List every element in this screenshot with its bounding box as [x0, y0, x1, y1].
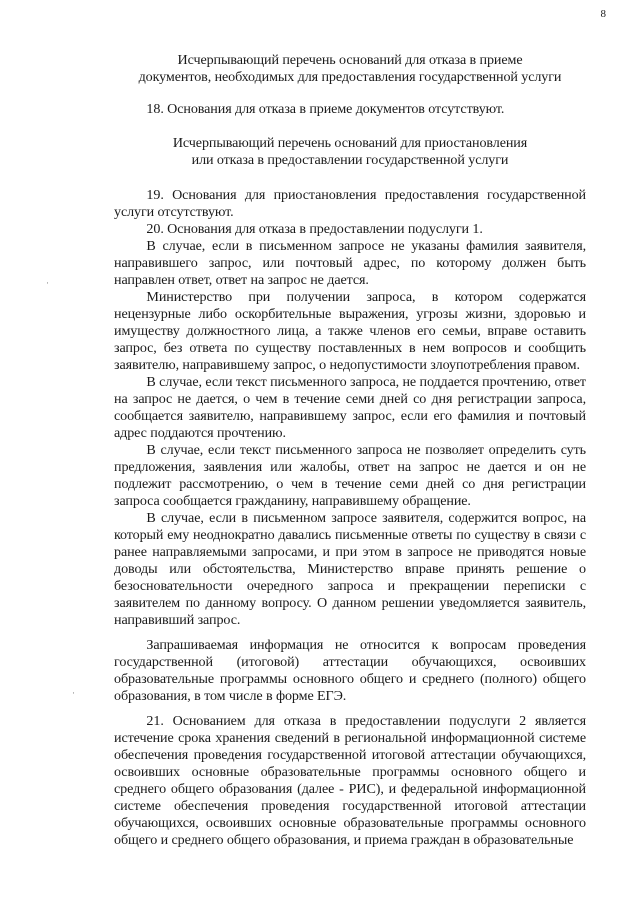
paragraph-missing-name-address: В случае, если в письменном запросе не указаны фамилия заявителя, направившего запрос, или почтовый адрес, по которому должен быть направлен ответ, ответ на запрос не дается. [114, 238, 586, 288]
section-heading-suspension-or-refusal [114, 135, 586, 169]
paragraph-19: 19. Основания для приостановления предоставления государственной услуги отсутствуют. [114, 187, 586, 220]
paragraph-out-of-scope: Запрашиваемая информация не относится к вопросам проведения государственной (итоговой) аттестации обучающихся, освоивших образовательные программы основного общего и среднего (полного) общего образования, в том числе в форме ЕГЭ. [114, 637, 586, 704]
page-number: 8 [600, 8, 606, 20]
scan-speck-mark: · [46, 278, 49, 288]
paragraph-repeated-request: В случае, если в письменном запросе заявителя, содержится вопрос, на который ему неоднократно давались письменные ответы по существу в связи с ранее направляемыми запросами, и при этом в запросе не приводятся новые доводы или обстоятельства, Министерство вправе принять решение о безосновательности очередного запроса и прекращении переписки с заявителем по данному вопросу. О данном решении уведомляется заявитель, направивший запрос. [114, 510, 586, 628]
heading-line: Исчерпывающий перечень оснований для приостановления [172, 135, 528, 151]
heading-line: документов, необходимых для предоставления государственной услуги [138, 69, 562, 85]
heading-line: или отказа в предоставлении государственной услуги [191, 152, 509, 168]
paragraph-offensive-language: Министерство при получении запроса, в котором содержатся нецензурные либо оскорбительные выражения, угрозы жизни, здоровью и имуществу должностного лица, а также членов его семьи, вправе оставить запрос, без ответа по существу поставленных в нем вопросов и сообщить заявителю, направившему запрос, о недопустимости злоупотребления правом. [114, 289, 586, 373]
section-heading-rejection-of-documents [114, 52, 586, 86]
paragraph-unreadable-text: В случае, если текст письменного запроса, не поддается прочтению, ответ на запрос не дается, о чем в течение семи дней со дня регистрации запроса, сообщается заявителю, направившему запрос, если его фамилия и почтовый адрес поддаются прочтению. [114, 374, 586, 441]
paragraph-21: 21. Основанием для отказа в предоставлении подуслуги 2 является истечение срока хранения сведений в региональной информационной системе обеспечения проведения государственной итоговой аттестации обучающихся, освоивших основные образовательные программы основного общего и среднего общего образования (далее - РИС), и федеральной информационной системе обеспечения проведения государственной итоговой аттестации обучающихся, освоивших основные образовательные программы основного общего и среднего общего образования, и приема граждан в образовательные [114, 713, 586, 848]
paragraph-20: 20. Основания для отказа в предоставлении подуслуги 1. [146, 221, 483, 237]
paragraph-18: 18. Основания для отказа в приеме документов отсутствуют. [146, 101, 505, 117]
heading-line: Исчерпывающий перечень оснований для отказа в приеме [177, 52, 523, 68]
scan-speck-mark: · [72, 688, 75, 698]
document-body [114, 52, 586, 849]
paragraph-undefined-essence: В случае, если текст письменного запроса не позволяет определить суть предложения, заявления или жалобы, ответ на запрос не дается и он не подлежит рассмотрению, о чем в течение семи дней со дня регистрации запроса сообщается гражданину, направившему обращение. [114, 442, 586, 509]
